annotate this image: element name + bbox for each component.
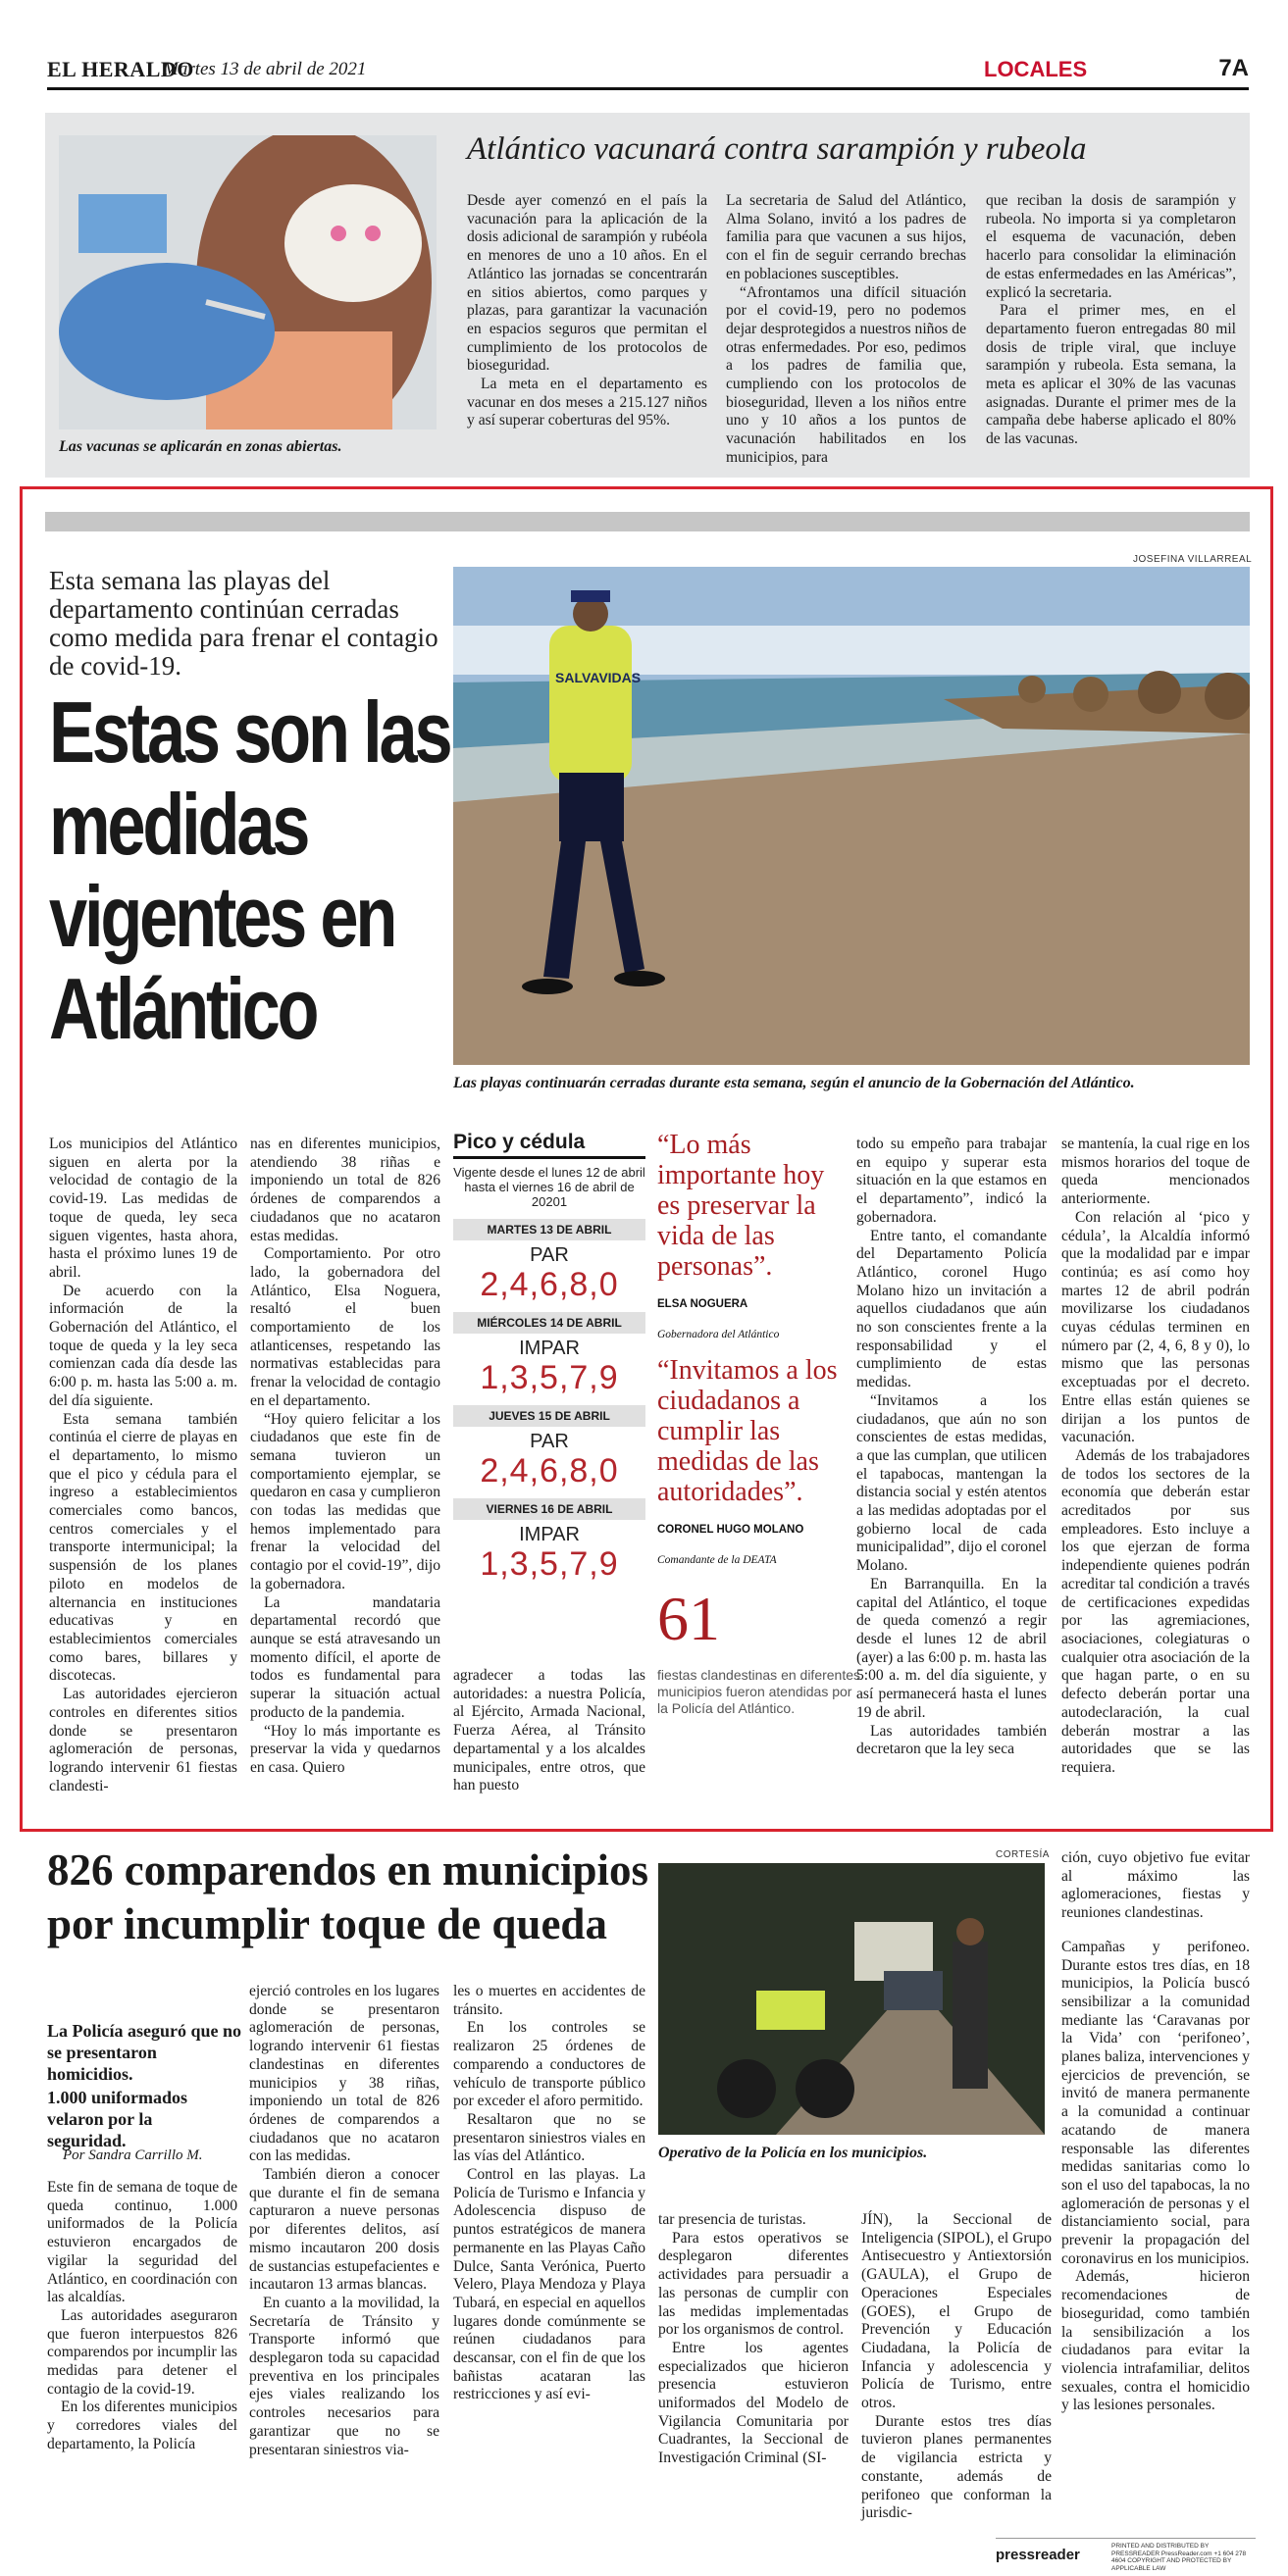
paragraph: Desde ayer comenzó en el país la vacunación para la aplicación de la dosis adicional de sarampión y rubéola en menores de uno a 10 años. En el Atlántico las jornadas se concentrarán en sitios abiertos, como parques y plazas, para garantizar la vacunación en espacios seguros que permitan el cumplimiento de los protocolos de bioseguridad. [467,192,707,375]
paragraph: Esta semana también continúa el cierre de playas en el departamento, lo mismo que el pico y cédula para el ingreso a establecimientos comerciales como bancos, centros comerciales y el transporte intermunicipal; la suspensión de los planes piloto en modelos de alternancia en instituciones educativas y en establecimientos comerciales como bares, billares y discotecas. [49,1410,237,1685]
bottom-col-3 [453,1983,645,2404]
paragraph: les o muertes en accidentes de tránsito. [453,1983,645,2018]
paragraph: se mantenía, la cual rige en los mismos horarios del toque de queda mencionados anteriormente. [1061,1136,1250,1208]
paragraph: Durante estos tres días tuvieron planes permanentes de vigilancia estricta y constante, además de perifoneo que conforman la jurisdic- [861,2412,1052,2522]
paragraph: Las autoridades aseguraron que fueron interpuestos 826 comparendos por incumplir las medidas para detener el contagio de la covid-19. [47,2306,237,2398]
paragraph: Resaltaron que no se presentaron siniestros viales en las vías del Atlántico. [453,2110,645,2165]
paragraph: La secretaria de Salud del Atlántico, Alma Solano, invitó a los padres de familia para que vacunen a sus hijos, con el fin de seguir cerrando brechas en poblaciones susceptibles. [726,192,966,282]
pico-day [453,1405,645,1489]
pico-day-digits: 1,3,5,7,9 [480,1359,619,1396]
paragraph: “Afrontamos una difícil situación por el covid-19, pero no podemos dejar desprotegidos a nuestros niños de otras enfermedades. Por eso, pedimos a los padres de familia que, cumpliendo con los protocolos de bioseguridad, lleven a los niños entre uno y 10 años a los puntos de vacunación habilitados en los municipios, para [726,283,966,466]
paragraph: La mandataria departamental recordó que aunque se está atravesando un momento difícil, el aporte de todos es fundamental para superar la situación actual producto de la pandemia. [250,1593,440,1721]
pico-day-label: JUEVES 15 DE ABRIL [453,1405,645,1427]
paragraph: Comportamiento. Por otro lado, la gobernadora del Atlántico, Elsa Noguera, resaltó el buen comportamiento de los atlanticenses, respetando las normativas establecidas para frenar la velocidad de contagio en el departamento. [250,1245,440,1409]
paragraph: todo su empeño para trabajar en equipo y superar esta situación en la que estamos en el departamento”, indicó la gobernadora. [856,1136,1047,1226]
paragraph: Entre los agentes especializados que hicieron presencia estuvieron uniformados del Modelo de Vigilancia Comunitaria por Cuadrantes, la Seccional de Investigación Criminal (SI- [658,2339,849,2467]
quote-author: CORONEL HUGO MOLANO [657,1524,804,1536]
pico-day-label: MIÉRCOLES 14 DE ABRIL [453,1312,645,1334]
bottom-col-4 [658,2211,849,2468]
stat-number: 61 [657,1584,720,1653]
beach-photo-caption: Las playas continuarán cerradas durante esta semana, según el anuncio de la Gobernación del Atlántico. [453,1075,1135,1091]
bottom-col-5 [861,2211,1052,2523]
paragraph: La meta en el departamento es vacunar en dos meses a 215.127 niños y así superar coberturas del 95%. [467,376,707,429]
photo-credit: CORTESÍA [996,1849,1050,1860]
paragraph: En los diferentes municipios y corredores viales del departamento, la Policía [47,2399,237,2452]
pull-quote-1 [657,1130,853,1350]
top-story-col-2 [726,192,966,468]
paragraph: Las autoridades ejercieron controles en diferentes sitios donde se presentaron aglomeración de personas, logrando intervenir 61 fiestas clandesti- [49,1686,237,1794]
bottom-col-2 [249,1983,439,2459]
bottom-headline: 826 comparendos en municipios por incumplir toque de queda [47,1845,648,1948]
paragraph: De acuerdo con la información de la Gobernación del Atlántico, el toque de queda y la ley seca comienzan cada día desde las 6:00 p. m. hasta las 5:00 a. m. del día siguiente. [49,1282,237,1409]
paragraph: “Invitamos a los ciudadanos, que aún no son conscientes de estas medidas, a que las cumplan, que utilicen el tapabocas, mantengan la distancia social y estén atentos a las medidas adoptadas por el gobierno local de cada municipalidad”, dijo el coronel Molano. [856,1391,1047,1575]
paragraph: Los municipios del Atlántico siguen en alerta por la velocidad de contagio de la covid-19. Las medidas de toque de queda, ley seca siguen vigentes, hasta ahora, hasta el próximo lunes 19 de abril. [49,1136,237,1281]
paragraph: Con relación al ‘pico y cédula’, la Alcaldía informó que la modalidad par e impar continúa; es así como hoy martes 12 de abril podrán movilizarse los ciudadanos cuyas cédulas terminen en número par (2, 4, 6, 8 y 0), lo mismo que las personas exceptuadas por el decreto. Entre ellas están quienes se dirijan a los puntos de vacunación. [1061,1208,1250,1446]
top-story-col-1 [467,192,707,430]
pressreader-footer [996,2538,1256,2572]
paragraph: Además de los trabajadores de todos los sectores de la economía que deberán estar acreditados por sus empleadores. Esto incluye a los que ejerzan de forma independiente quienes podrán acreditar tal condición a través de certificaciones expedidas por las agremiaciones, asociaciones, colegiaturas o cualquier otra asociación de la que hagan parte, o en su defecto deberán portar una autodeclaración, la cual deberán mostrar a las autoridades que se las requiera. [1061,1446,1250,1776]
pico-day-parity: IMPAR [519,1524,580,1545]
story-deck: Esta semana las playas del departamento continúan cerradas como medida para frenar el contagio de covid-19. [49,566,438,681]
pico-day [453,1219,645,1302]
pico-day-parity: PAR [530,1244,569,1266]
main-col-2b [453,1667,645,1795]
newspaper-brand: EL HERALDO [47,57,194,81]
main-col-4 [1061,1136,1250,1778]
bottom-col-1 [47,2179,237,2454]
police-illustration [658,1863,1045,2135]
stat-text: fiestas clandestinas en diferentes municipios fueron atendidas por la Policía del Atlántico. [657,1667,861,1716]
paragraph: agradecer a todas las autoridades: a nuestra Policía, al Ejército, Armada Nacional, Fuerza Aérea, al Tránsito departamental y a los alcaldes municipales, entre otros, que han puesto [453,1667,645,1794]
paragraph: ción, cuyo objetivo fue evitar al máximo las aglomeraciones, fiestas y reuniones clandestinas. [1061,1849,1250,1922]
photo-credit: JOSEFINA VILLARREAL [1133,554,1253,565]
page-header [47,51,1249,90]
pico-day-digits: 2,4,6,8,0 [480,1266,619,1303]
paragraph: que reciban la dosis de sarampión y rubeola. No importa si ya completaron el esquema de vacunación, deben hacerlo para consolidar la eliminación de estas enfermedades en las Américas”, explicó la secretaria. [986,192,1236,301]
vaccination-caption: Las vacunas se aplicarán en zonas abiertas. [59,438,342,455]
kicker-2: 1.000 uniformados velaron por la seguridad. [47,2088,188,2150]
top-story-col-3 [986,192,1236,449]
paragraph: tar presencia de turistas. [658,2211,806,2228]
paragraph: Control en las playas. La Policía de Turismo e Infancia y Adolescencia dispuso de puntos estratégicos de manera permanente en las Playas Caño Dulce, Santa Verónica, Puerto Velero, Playa Mendoza y Playa Tubará, en especial en aquellos lugares donde comúnmente se reúnen ciudadanos para descansar, con el fin de que los bañistas acataran las restricciones y así evi- [453,2166,645,2403]
main-headline: Estas son las medidas vigentes en Atlántico [49,683,450,1057]
vaccination-photo [59,135,437,429]
beach-lifeguard-photo [453,567,1250,1065]
paragraph: “Hoy lo más importante es preservar la vida y quedarnos en casa. Quiero [250,1722,440,1776]
quote-author: ELSA NOGUERA [657,1298,748,1310]
paragraph: En cuanto a la movilidad, la Secretaría de Tránsito y Transporte informó que desplegaron toda su capacidad preventiva en los principales ejes viales realizando los controles necesarios para garantizar que no se presentaran siniestros via- [249,2294,439,2458]
pico-day [453,1312,645,1395]
header-date: Martes 13 de abril de 2021 [163,59,367,79]
paragraph: ejerció controles en los lugares donde se presentaron aglomeración de personas, logrando intervenir 61 fiestas clandestinas en diferentes municipios y 38 riñas, imponiendo un total de 826 órdenes de comparendos a ciudadanos que no acataron con las medidas. [249,1983,439,2165]
pico-day-digits: 1,3,5,7,9 [480,1545,619,1583]
pico-day-parity: IMPAR [519,1338,580,1359]
pico-day-label: MARTES 13 DE ABRIL [453,1219,645,1240]
police-operation-photo [658,1863,1045,2135]
paragraph: Entre tanto, el comandante del Departamento Policía Atlántico, coronel Hugo Molano hizo un invitación a aquellos ciudadanos que aún no son conscientes frente a la responsabilidad y el cumplimiento de estas medidas. [856,1227,1047,1391]
page-number: 7A [1218,55,1249,81]
quote-role: Gobernadora del Atlántico [657,1329,780,1340]
pressreader-fineprint: PRINTED AND DISTRIBUTED BY PRESSREADER PressReader.com +1 604 278 4604 COPYRIGHT AND PROTECTED BY APPLICABLE LAW [1111,2543,1247,2572]
paragraph: También dieron a conocer que durante el fin de semana capturaron a nueve personas por diferentes delitos, así mismo incautaron 200 dosis de sustancias estupefacientes e incautaron 13 armas blancas. [249,2166,439,2294]
byline: Por Sandra Carrillo M. [63,2147,203,2163]
section-name: LOCALES [984,57,1088,81]
top-story-title: Atlántico vacunará contra sarampión y rubeola [467,131,1087,167]
paragraph: nas en diferentes municipios, atendiendo 38 riñas e imponiendo un total de 826 órdenes de comparendos a ciudadanos que no acataron estas medidas. [250,1136,440,1244]
pico-day-label: VIERNES 16 DE ABRIL [453,1498,645,1520]
paragraph: Para el primer mes, en el departamento fueron entregadas 80 mil dosis de triple viral, que incluye sarampión y rubeola. Esta semana, la meta es aplicar el 30% de las vacunas asignadas. Durante el primer mes de la campaña debe haberse aplicado el 80% de las vacunas. [986,302,1236,448]
main-col-1 [49,1136,237,1795]
paragraph: JÍN), la Seccional de Inteligencia (SIPOL), el Grupo Antisecuestro y Antiextorsión (GAULA), el Grupo de Operaciones Especiales (GOES), el Grupo de Prevención y Educación Ciudadana, la Policía de Infancia y adolescencia y Policía de Turismo, entre otros. [861,2211,1053,2412]
pico-cedula-subtitle: Vigente desde el lunes 12 de abril hasta el viernes 16 de abril de 20201 [453,1165,645,1209]
paragraph: En Barranquilla. En la capital del Atlántico, el toque de queda comenzó a regir desde el lunes 12 de abril (ayer) a las 6:00 p. m. hasta las 5:00 a. m. del día siguiente, y así permanecerá hasta el lunes 19 de abril. [856,1575,1047,1721]
paragraph: “Hoy quiero felicitar a los ciudadanos que este fin de semana tuvieron un comportamiento ejemplar, se quedaron en casa y cumplieron con todas las medidas que hemos implementado para frenar la velocidad del contagio por el covid-19”, dijo la gobernadora. [250,1410,440,1592]
paragraph: Las autoridades también decretaron que la ley seca [856,1722,1047,1758]
pico-day [453,1498,645,1582]
police-photo-caption: Operativo de la Policía en los municipios. [658,2145,928,2161]
main-col-2 [250,1136,440,1778]
vaccination-illustration [59,135,437,429]
pico-day-digits: 2,4,6,8,0 [480,1452,619,1490]
section-rule [45,512,1250,531]
beach-illustration [453,567,1250,1065]
quote-text: “Invitamos a los ciudadanos a cumplir las medidas de las autoridades”. [657,1355,838,1507]
paragraph: Este fin de semana de toque de queda continuo, 1.000 uniformados de la Policía estuvieron encargados de vigilar la seguridad del Atlántico, en coordinación con las alcaldías. [47,2179,237,2306]
paragraph: Campañas y perifoneo. Durante estos tres días, en 18 municipios, la Policía buscó sensibilizar a la comunidad mediante las ‘Caravanas por la Vida’ con ‘perifoneo’, planes baliza, intervenciones y ejercicios de prevención, se invitó de manera permanente a la comunidad a continuar acatando de manera responsable las diferentes medidas sanitarias como lo son el uso del tapabocas, la no aglomeración de personas y el distanciamiento social, para prevenir la propagación del coronavirus en los municipios. [1061,1938,1250,2267]
quote-role: Comandante de la DEATA [657,1554,777,1566]
pico-cedula-title: Pico y cédula [453,1131,645,1159]
pico-day-parity: PAR [530,1431,569,1452]
bottom-col-6 [1061,1849,1250,2415]
paragraph: Además, hicieron recomendaciones de bioseguridad, como también la sensibilización a los ciudadanos para evitar la violencia intrafamiliar, delitos sexuales, contra el homicidio y las lesiones personales. [1061,2268,1250,2414]
pico-cedula-box [453,1131,645,1582]
pressreader-logo[interactable]: pressreader [996,2547,1080,2563]
quote-text: “Lo más importante hoy es preservar la vida de las personas”. [657,1130,825,1282]
kicker-1: La Policía aseguró que no se presentaron homicidios. [47,2021,242,2084]
paragraph: Para estos operativos se desplegaron diferentes actividades para persuadir a las personas de cumplir con las medidas implementadas por los organismos de control. [658,2229,849,2339]
paragraph: En los controles se realizaron 25 órdenes de comparendo a conductores de vehículo de transporte público por exceder el aforo permitido. [453,2019,645,2110]
pull-quote-2 [657,1355,853,1576]
vest-text: SALVAVIDAS [555,670,642,685]
main-col-3 [856,1136,1047,1759]
